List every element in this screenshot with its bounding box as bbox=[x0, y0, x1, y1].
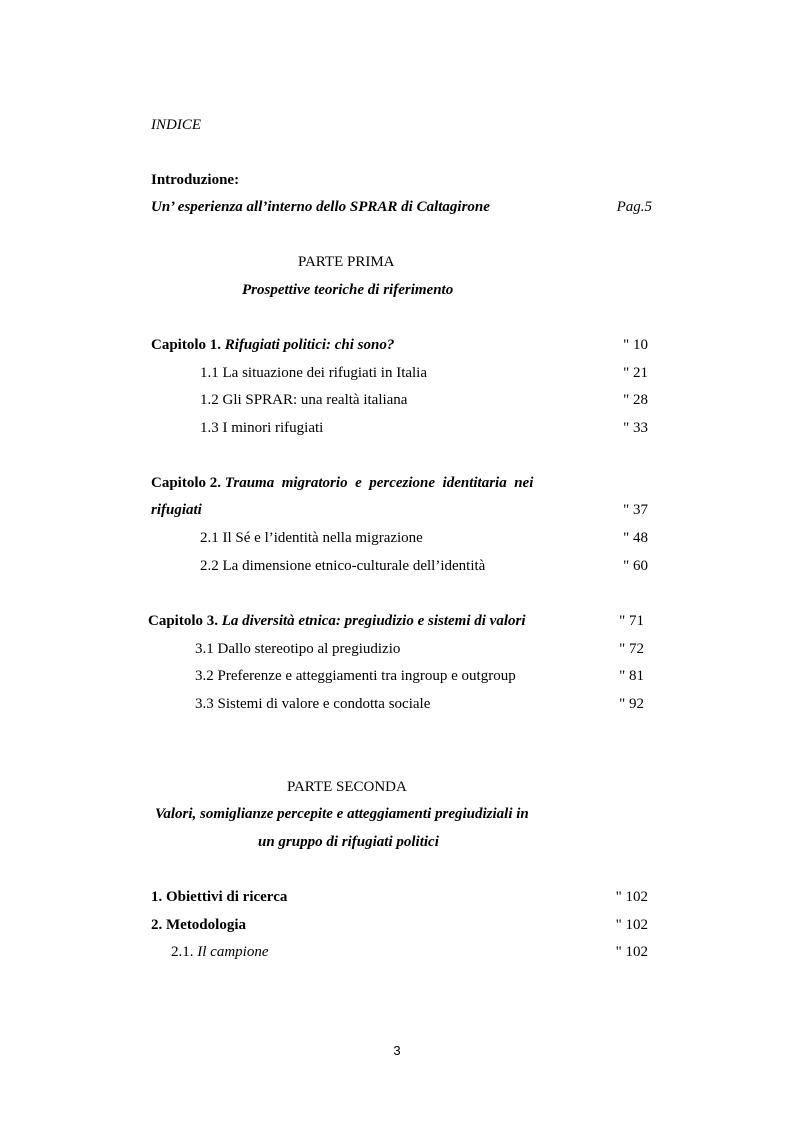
intro-title: Un’ esperienza all’interno dello SPRAR di Caltagirone bbox=[151, 199, 490, 215]
page-number: 3 bbox=[393, 1043, 401, 1058]
ch1-section-2: 1.2 Gli SPRAR: una realtà italiana bbox=[200, 392, 408, 408]
ch2-title-line2: rifugiati bbox=[151, 502, 202, 518]
ch3-title: La diversità etnica: pregiudizio e sistemi di valori bbox=[221, 613, 526, 629]
ch2-prefix: Capitolo 2. bbox=[151, 475, 222, 491]
ch1-title: Rifugiati politici: chi sono? bbox=[224, 337, 395, 353]
part1-label: PARTE PRIMA bbox=[298, 254, 395, 270]
ch2-section-2-page: " 60 bbox=[623, 558, 648, 574]
intro-label: Introduzione: bbox=[151, 172, 240, 188]
ch3-section-2-page: " 81 bbox=[619, 668, 644, 684]
ch2-heading bbox=[151, 474, 533, 492]
intro-page: Pag.5 bbox=[616, 199, 652, 215]
p2-subitem-num: 2.1. bbox=[171, 944, 194, 960]
ch1-page: " 10 bbox=[623, 337, 648, 353]
ch2-section-1: 2.1 Il Sé e l’identità nella migrazione bbox=[200, 530, 423, 546]
ch1-heading bbox=[151, 336, 394, 354]
ch1-section-3: 1.3 I minori rifugiati bbox=[200, 420, 324, 436]
p2-item-1: 1. Obiettivi di ricerca bbox=[151, 889, 288, 905]
ch3-section-1-page: " 72 bbox=[619, 641, 644, 657]
ch1-section-2-page: " 28 bbox=[623, 392, 648, 408]
ch2-section-1-page: " 48 bbox=[623, 530, 648, 546]
p2-subitem bbox=[171, 943, 268, 961]
p2-subitem-title: Il campione bbox=[197, 944, 269, 960]
ch1-section-1-page: " 21 bbox=[623, 365, 648, 381]
p2-subitem-page: " 102 bbox=[615, 944, 648, 960]
ch2-page: " 37 bbox=[623, 502, 648, 518]
ch2-section-2: 2.2 La dimensione etnico-culturale dell’identità bbox=[200, 558, 486, 574]
ch1-section-3-page: " 33 bbox=[623, 420, 648, 436]
ch3-prefix: Capitolo 3. bbox=[148, 613, 219, 629]
ch1-section-1: 1.1 La situazione dei rifugiati in Italia bbox=[200, 365, 428, 381]
ch3-section-3-page: " 92 bbox=[619, 696, 644, 712]
p2-item-2-page: " 102 bbox=[615, 917, 648, 933]
p2-item-1-page: " 102 bbox=[615, 889, 648, 905]
ch2-title-line1: Trauma migratorio e percezione identitaria nei bbox=[224, 475, 534, 491]
ch3-section-2: 3.2 Preferenze e atteggiamenti tra ingroup e outgroup bbox=[195, 668, 516, 684]
ch3-heading bbox=[148, 612, 526, 630]
ch3-section-3: 3.3 Sistemi di valore e condotta sociale bbox=[195, 696, 431, 712]
index-heading: INDICE bbox=[151, 117, 201, 133]
ch1-prefix: Capitolo 1. bbox=[151, 337, 222, 353]
part2-subtitle-line2: un gruppo di rifugiati politici bbox=[258, 834, 439, 850]
part1-subtitle: Prospettive teoriche di riferimento bbox=[242, 282, 454, 298]
p2-item-2: 2. Metodologia bbox=[151, 917, 246, 933]
part2-subtitle-line1: Valori, somiglianze percepite e atteggiamenti pregiudiziali in bbox=[155, 806, 529, 822]
part2-label: PARTE SECONDA bbox=[287, 779, 407, 795]
ch3-page: " 71 bbox=[619, 613, 644, 629]
ch3-section-1: 3.1 Dallo stereotipo al pregiudizio bbox=[195, 641, 401, 657]
